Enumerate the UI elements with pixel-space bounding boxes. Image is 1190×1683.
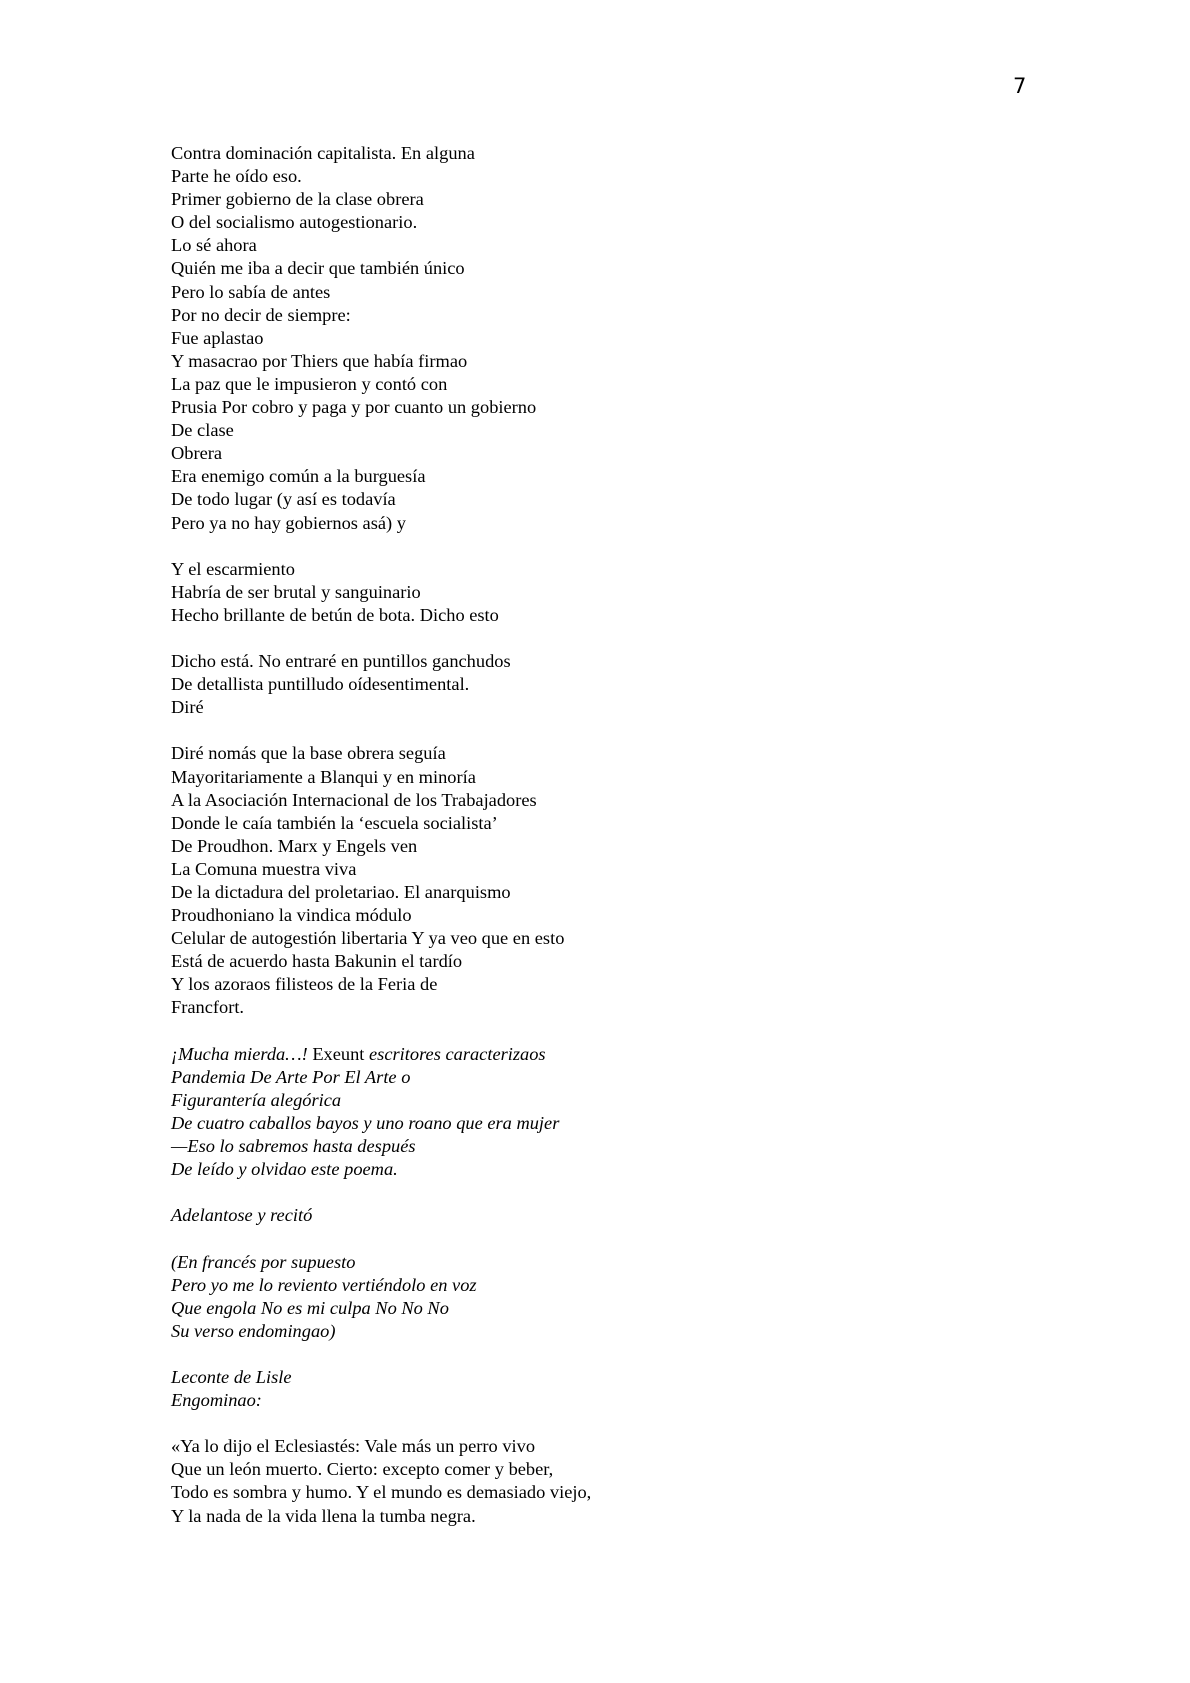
verse-line: Adelantose y recitó bbox=[171, 1205, 313, 1226]
stanza bbox=[171, 1043, 1071, 1182]
verse-line: Y masacrao por Thiers que había firmao bbox=[171, 350, 468, 371]
verse-line: Que engola No es mi culpa No No No bbox=[171, 1297, 449, 1318]
verse-line: Obrera bbox=[171, 443, 223, 464]
verse-line: De todo lugar (y así es todavía bbox=[171, 489, 396, 510]
verse-line: Está de acuerdo hasta Bakunin el tardío bbox=[171, 951, 463, 972]
stanza bbox=[171, 650, 1071, 719]
verse-line: Donde le caía también la ‘escuela socialista’ bbox=[171, 812, 498, 833]
verse-line: De clase bbox=[171, 420, 234, 441]
stanza bbox=[171, 1435, 1071, 1527]
verse-line: Pero yo me lo reviento vertiéndolo en voz bbox=[171, 1274, 477, 1295]
stanza-break bbox=[171, 1412, 1071, 1435]
verse-line: Celular de autogestión libertaria Y ya veo que en esto bbox=[171, 928, 565, 949]
verse-line: Parte he oído eso. bbox=[171, 166, 302, 187]
verse-line: Y los azoraos filisteos de la Feria de bbox=[171, 974, 438, 995]
stanza-break bbox=[171, 1181, 1071, 1204]
verse-line: Por no decir de siempre: bbox=[171, 304, 351, 325]
verse-line: Y la nada de la vida llena la tumba negra. bbox=[171, 1505, 476, 1526]
stanza-break bbox=[171, 1020, 1071, 1043]
verse-line: Lo sé ahora bbox=[171, 235, 257, 256]
verse-line: Prusia Por cobro y paga y por cuanto un gobierno bbox=[171, 397, 537, 418]
verse-line: Pero lo sabía de antes bbox=[171, 281, 331, 302]
stanza-break bbox=[171, 627, 1071, 650]
poem-text bbox=[171, 142, 1071, 1528]
stanza-break bbox=[171, 1227, 1071, 1250]
verse-line: De leído y olvidao este poema. bbox=[171, 1159, 398, 1180]
stanza bbox=[171, 742, 1071, 1019]
verse-line: Primer gobierno de la clase obrera bbox=[171, 189, 424, 210]
verse-line: Engominao: bbox=[171, 1390, 262, 1411]
verse-line: La Comuna muestra viva bbox=[171, 858, 357, 879]
verse-line: Hecho brillante de betún de bota. Dicho esto bbox=[171, 604, 499, 625]
verse-line: Y el escarmiento bbox=[171, 558, 295, 579]
verse-line: La paz que le impusieron y contó con bbox=[171, 373, 448, 394]
verse-line: «Ya lo dijo el Eclesiastés: Vale más un perro vivo bbox=[171, 1436, 536, 1457]
verse-line: Fue aplastao bbox=[171, 327, 264, 348]
italic-phrase: ¡Mucha mierda…! bbox=[171, 1043, 308, 1064]
verse-line: Pero ya no hay gobiernos asá) y bbox=[171, 512, 406, 533]
stanza-break bbox=[171, 719, 1071, 742]
verse-line: De detallista puntilludo oídesentimental. bbox=[171, 674, 470, 695]
verse-line: Contra dominación capitalista. En alguna bbox=[171, 143, 475, 163]
verse-line: Figurantería alegórica bbox=[171, 1089, 342, 1110]
stanza-break bbox=[171, 535, 1071, 558]
stanza bbox=[171, 1251, 1071, 1343]
verse-line: De Proudhon. Marx y Engels ven bbox=[171, 835, 418, 856]
verse-line bbox=[171, 1043, 1071, 1066]
verse-line: Diré bbox=[171, 697, 204, 718]
verse-line: O del socialismo autogestionario. bbox=[171, 212, 418, 233]
verse-line: Que un león muerto. Cierto: excepto comer y beber, bbox=[171, 1459, 554, 1480]
stanza-break bbox=[171, 1343, 1071, 1366]
stanza bbox=[171, 1366, 1071, 1412]
verse-line: (En francés por supuesto bbox=[171, 1251, 356, 1272]
verse-line: Proudhoniano la vindica módulo bbox=[171, 905, 412, 926]
verse-line: Mayoritariamente a Blanqui y en minoría bbox=[171, 766, 476, 787]
stanza bbox=[171, 1204, 1071, 1227]
verse-line: Francfort. bbox=[171, 997, 245, 1018]
verse-line: —Eso lo sabremos hasta después bbox=[171, 1136, 416, 1157]
roman-phrase: Exeunt bbox=[307, 1043, 370, 1064]
stanza bbox=[171, 142, 1071, 535]
verse-line: Todo es sombra y humo. Y el mundo es demasiado viejo, bbox=[171, 1482, 592, 1503]
stanza bbox=[171, 558, 1071, 627]
verse-line: A la Asociación Internacional de los Trabajadores bbox=[171, 789, 537, 810]
verse-line: Su verso endomingao) bbox=[171, 1320, 336, 1341]
page-number: 7 bbox=[1013, 74, 1027, 98]
verse-line: Leconte de Lisle bbox=[171, 1366, 292, 1387]
verse-line: Diré nomás que la base obrera seguía bbox=[171, 743, 446, 764]
verse-line: Habría de ser brutal y sanguinario bbox=[171, 581, 421, 602]
verse-line: Dicho está. No entraré en puntillos ganchudos bbox=[171, 651, 511, 672]
verse-line: De la dictadura del proletariao. El anarquismo bbox=[171, 882, 511, 902]
verse-line: De cuatro caballos bayos y uno roano que era mujer bbox=[171, 1112, 560, 1133]
verse-line: Era enemigo común a la burguesía bbox=[171, 466, 426, 487]
italic-phrase: escritores caracterizaos bbox=[369, 1043, 546, 1064]
verse-line: Pandemia De Arte Por El Arte o bbox=[171, 1066, 411, 1087]
verse-line: Quién me iba a decir que también único bbox=[171, 258, 465, 279]
